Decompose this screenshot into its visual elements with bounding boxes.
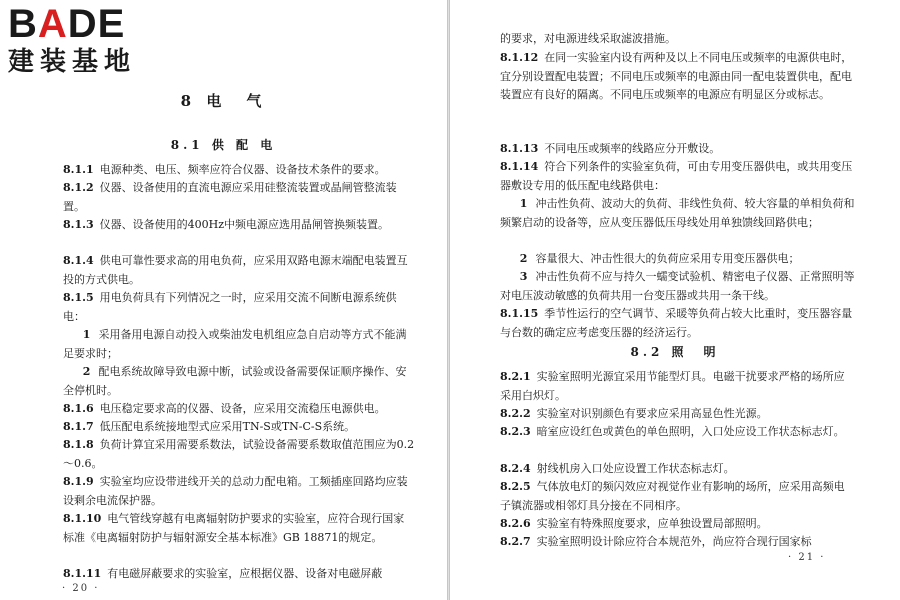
clause-8-1-5-item-2: 2 配电系统故障导致电源中断，试验或设备需要保证顺序操作、安全停机时。 — [63, 365, 407, 397]
clause-8-2-4: 8.2.4 射线机房入口处应设置工作状态标志灯。 — [500, 462, 735, 475]
clause-8-1-7: 8.1.7 低压配电系统接地型式应采用TN-S或TN-C-S系统。 — [63, 420, 356, 433]
clause-8-1-6: 8.1.6 电压稳定要求高的仪器、设备，应采用交流稳压电源供电。 — [63, 402, 386, 415]
clause-8-1-8: 8.1.8 负荷计算宜采用需要系数法，试验设备需要系数取值范围应为0.2～0.6。 — [63, 438, 415, 470]
clause-8-1-15: 8.1.15 季节性运行的空气调节、采暖等负荷占较大比重时，变压器容量与台数的确定应考虑变压器的经济运行。 — [500, 307, 853, 339]
section-title-lighting: 8.2 照 明 — [630, 345, 720, 359]
logo-text-cn: 建装基地 — [8, 47, 137, 77]
clause-8-2-1: 8.2.1 实验室照明光源宜采用节能型灯具。电磁干扰要求严格的场所应采用白炽灯。 — [500, 370, 845, 402]
clause-8-1-5: 8.1.5 用电负荷具有下列情况之一时，应采用交流不间断电源系统供电： — [63, 291, 397, 323]
page-number-left: · 20 · — [62, 583, 100, 594]
chapter-title: 8 电 气 — [180, 92, 267, 110]
clause-8-1-11-continued: 的要求，对电源进线采取滤波措施。 — [500, 32, 676, 45]
page-number-right: · 21 · — [788, 552, 826, 563]
bade-logo — [8, 4, 178, 82]
clause-8-2-7: 8.2.7 实验室照明设计除应符合本规范外，尚应符合现行国家标 — [500, 535, 812, 548]
section-title-power-supply: 8.1 供 配 电 — [170, 138, 277, 152]
clause-8-1-1: 8.1.1 电源种类、电压、频率应符合仪器、设备技术条件的要求。 — [63, 163, 386, 176]
clause-8-1-10: 8.1.10 电气管线穿越有电离辐射防护要求的实验室，应符合现行国家标准《电离辐射防护与辐射源安全基本标准》GB 18871的规定。 — [63, 512, 405, 544]
clause-8-1-14-item-2: 2 容量很大、冲击性很大的负荷应采用专用变压器供电； — [519, 252, 800, 265]
clause-8-1-9: 8.1.9 实验室均应设带进线开关的总动力配电箱。工频插座回路均应装设剩余电流保护器。 — [63, 475, 408, 507]
clause-8-1-13: 8.1.13 不同电压或频率的线路应分开敷设。 — [500, 142, 721, 155]
left-page — [0, 0, 447, 600]
clause-8-1-3: 8.1.3 仪器、设备使用的400Hz中频电源应选用晶闸管换频装置。 — [63, 218, 390, 231]
clause-8-1-11: 8.1.11 有电磁屏蔽要求的实验室，应根据仪器、设备对电磁屏蔽 — [63, 567, 383, 580]
clause-8-1-2: 8.1.2 仪器、设备使用的直流电源应采用硅整流装置或晶闸管整流装置。 — [63, 181, 397, 213]
clause-8-1-12: 8.1.12 在同一实验室内设有两种及以上不同电压或频率的电源供电时，宜分别设置配电装置；不同电压或频率的电源由同一配电装置供电，配电装置应有良好的隔离。不同电压或频率的电源应有明显区分或标志。 — [500, 51, 853, 101]
clause-8-1-5-item-1: 1 采用备用电源自动投入或柴油发电机组应急自启动等方式不能满足要求时； — [63, 328, 407, 360]
logo-text-en: BADE — [8, 2, 126, 46]
clause-8-2-5: 8.2.5 气体放电灯的频闪效应对视觉作业有影响的场所，应采用高频电子镇流器或相邻灯具分接在不同相序。 — [500, 480, 845, 512]
clause-8-1-14: 8.1.14 符合下列条件的实验室负荷，可由专用变压器供电，或共用变压器敷设专用的低压配电线路供电： — [500, 160, 853, 192]
clause-8-2-3: 8.2.3 暗室应设红色或黄色的单色照明，入口处应设工作状态标志灯。 — [500, 425, 845, 438]
clause-8-1-4: 8.1.4 供电可靠性要求高的用电负荷，应采用双路电源末端配电装置互投的方式供电。 — [63, 254, 408, 286]
right-page — [450, 0, 900, 600]
clause-8-1-14-item-3: 3 冲击性负荷不应与持久一蠕变试验机、精密电子仪器、正常照明等对电压波动敏感的负荷共用一台变压器或共用一条干线。 — [500, 270, 855, 302]
clause-8-1-14-item-1: 1 冲击性负荷、波动大的负荷、非线性负荷、较大容量的单相负荷和频繁启动的设备等，应从变压器低压母线处用单独馈线回路供电； — [500, 197, 855, 229]
clause-8-2-2: 8.2.2 实验室对识别颜色有要求应采用高显色性光源。 — [500, 407, 768, 420]
clause-8-2-6: 8.2.6 实验室有特殊照度要求，应单独设置局部照明。 — [500, 517, 768, 530]
